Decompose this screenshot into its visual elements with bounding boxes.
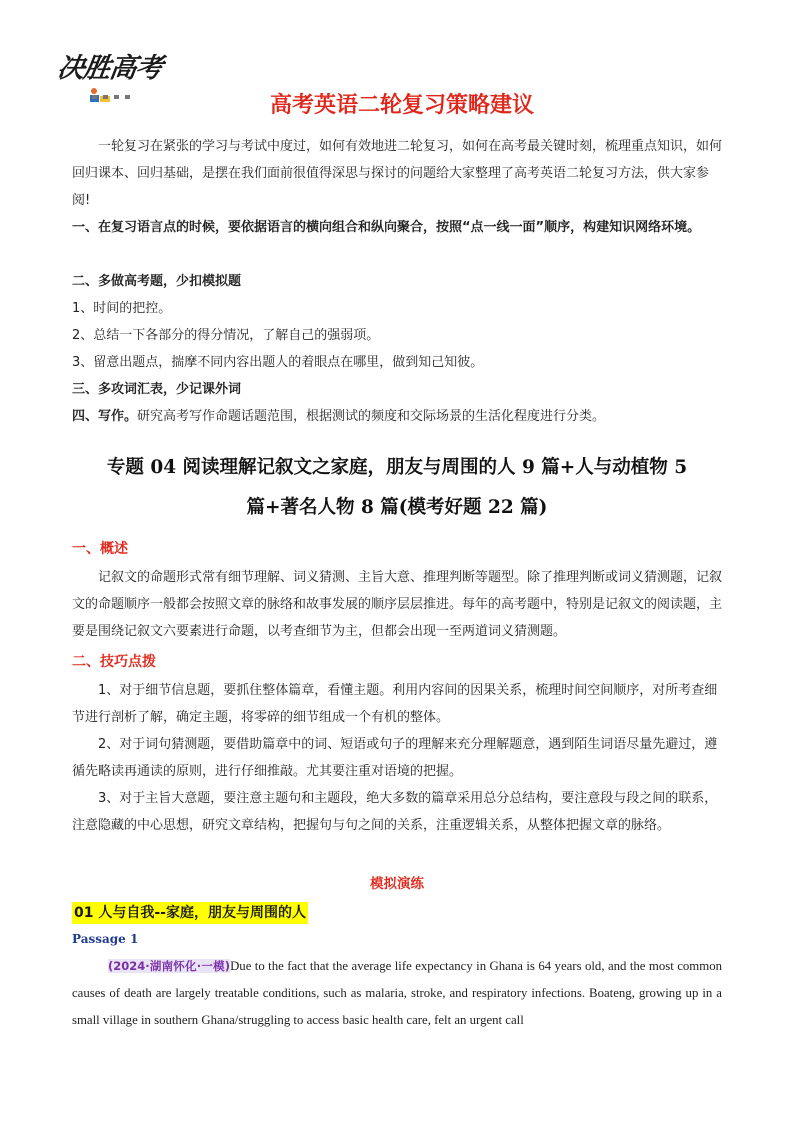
topic-title-line-1: 专题 04 阅读理解记叙文之家庭，朋友与周围的人 9 篇+人与动植物 5 (106, 457, 688, 478)
tip-2 (72, 268, 722, 295)
logo-text: 决胜高考 (55, 53, 164, 84)
section-tips-item-2: 2、对于词句猜测题，要借助篇章中的词、短语或句子的理解来充分理解题意，遇到陌生词语尽量先避过，遵循先略读再通读的原则，进行仔细推敲。尤其要注重对语境的把握。 (72, 737, 718, 779)
tip-2-bold: 二、多做高考题，少扣模拟题 (72, 274, 242, 289)
tip-1-bold: 一、在复习语言点的时候，要依据语言的横向组合和纵向聚合，按照“点一线一面”顺序，构建知识网络环境。 (72, 220, 701, 235)
section-overview-text: 记叙文的命题形式常有细节理解、词义猜测、主旨大意、推理判断等题型。除了推理判断或词义猜测题，记叙文的命题顺序一般都会按照文章的脉络和故事发展的顺序层层推进。每年的高考题中，特别是记叙文的阅读题，主要是围绕记叙文六要素进行命题，以考查细节为主，但都会出现一至两道词义猜测题。 (72, 570, 723, 639)
section-tips-item-1: 1、对于细节信息题，要抓住整体篇章，看懂主题。利用内容间的因果关系，梳理时间空间顺序，对所考查细节进行剖析了解，确定主题，将零碎的细节组成一个有机的整体。 (72, 683, 718, 725)
tip-4-bold: 四、写作。 (72, 409, 138, 424)
page-title: 高考英语二轮复习策略建议 (269, 93, 534, 118)
tip-3-bold: 三、多攻词汇表，少记课外词 (72, 382, 242, 397)
tip-2-3: 3、留意出题点，揣摩不同内容出题人的着眼点在哪里，做到知己知彼。 (72, 355, 484, 370)
topic-title-line-2: 篇+著名人物 8 篇(模考好题 22 篇) (246, 497, 548, 518)
tip-4 (72, 403, 722, 430)
practice-heading: 模拟演练 (370, 876, 424, 892)
passage-source: (2024·湖南怀化·一模) (108, 959, 231, 973)
tip-4-text: 研究高考写作命题话题范围，根据测试的频度和交际场景的生活化程度进行分类。 (137, 409, 606, 424)
unit-heading: 01 人与自我--家庭，朋友与周围的人 (72, 902, 308, 924)
passage-body: Due to the fact that the average life expectancy in Ghana is 64 years old, and the most common causes of death are largely treatable conditions, such as malaria, stroke, and respiratory infections. Boateng, growing up in a small village in southern Ghana/struggling to access basic health care, felt an urgent call (72, 959, 722, 1027)
section-overview-heading: 一、概述 (72, 541, 128, 557)
passage-label: Passage 1 (72, 932, 139, 946)
tip-2-2: 2、总结一下各部分的得分情况，了解自己的强弱项。 (72, 328, 380, 343)
tip-2-1: 1、时间的把控。 (72, 301, 172, 316)
passage-text (72, 953, 722, 1034)
tip-1 (72, 214, 722, 241)
section-tips-heading: 二、技巧点拨 (72, 654, 156, 670)
tip-3 (72, 376, 722, 403)
intro-paragraph: 一轮复习在紧张的学习与考试中度过，如何有效地进二轮复习，如何在高考最关键时刻，梳理重点知识，如何回归课本、回归基础，是摆在我们面前很值得深思与探讨的问题给大家整理了高考英语二轮复习方法，供大家参阅! (72, 139, 723, 208)
section-tips-item-3: 3、对于主旨大意题，要注意主题句和主题段，绝大多数的篇章采用总分总结构，要注意段与段之间的联系，注意隐藏的中心思想，研究文章结构，把握句与句之间的关系，注重逻辑关系，从整体把握文章的脉络。 (72, 791, 718, 833)
